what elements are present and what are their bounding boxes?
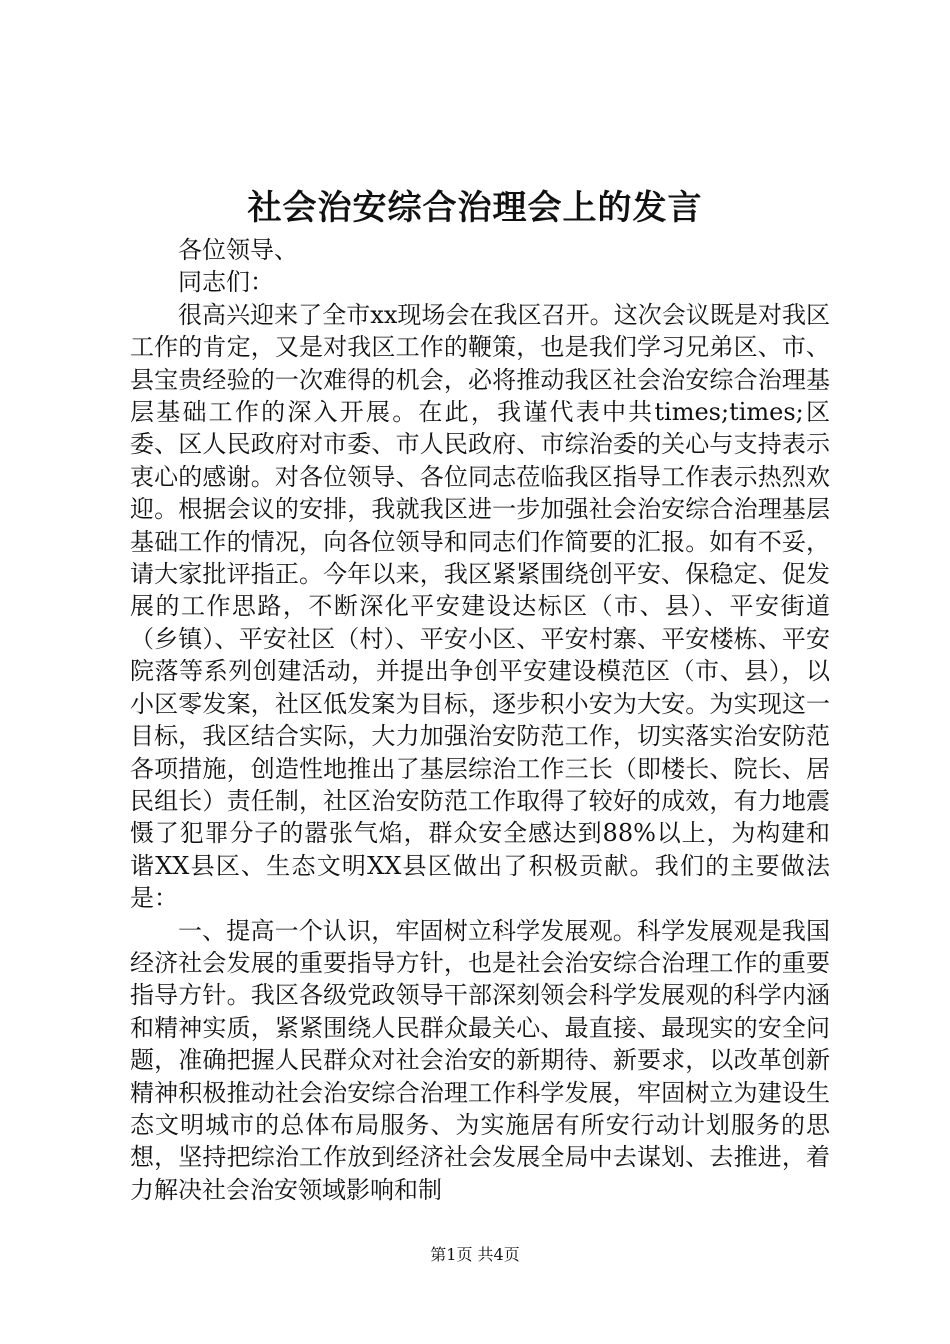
document-title: 社会治安综合治理会上的发言 <box>247 188 703 228</box>
salutation-leaders: 各位领导、 <box>178 236 298 264</box>
document-body <box>130 234 830 1206</box>
salutation-comrades: 同志们： <box>178 268 274 297</box>
paragraph-intro: 很高兴迎来了全市xx现场会在我区召开。这次会议既是对我区工作的肯定，又是对我区工作的鞭策，也是我们学习兄弟区、市、县宝贵经验的一次难得的机会，必将推动我区社会治安综合治理基层基础工作的深入开展。在此，我谨代表中共times;times;区委、区人民政府对市委、市人民政府、市综治委的关心与支持表示衷心的感谢。对各位领导、各位同志莅临我区指导工作表示热烈欢迎。根据会议的安排，我就我区进一步加强社会治安综合治理基层基础工作的情况，向各位领导和同志们作简要的汇报。如有不妥，请大家批评指正。今年以来，我区紧紧围绕创平安、保稳定、促发展的工作思路，不断深化平安建设达标区（市、县）、平安街道（乡镇）、平安社区（村）、平安小区、平安村寨、平安楼栋、平安院落等系列创建活动，并提出争创平安建设模范区（市、县），以小区零发案，社区低发案为目标，逐步积小安为大安。为实现这一目标，我区结合实际，大力加强治安防范工作，切实落实治安防范各项措施，创造性地推出了基层综治工作三长（即楼长、院长、居民组长）责任制，社区治安防范工作取得了较好的成效，有力地震慑了犯罪分子的嚣张气焰，群众安全感达到88%以上，为构建和谐XX县区、生态文明XX县区做出了积极贡献。我们的主要做法是： <box>130 300 830 913</box>
page-number: 第1页 共4页 <box>430 1245 520 1264</box>
paragraph-section-one: 一、提高一个认识，牢固树立科学发展观。科学发展观是我国经济社会发展的重要指导方针，也是社会治安综合治理工作的重要指导方针。我区各级党政领导干部深刻领会科学发展观的科学内涵和精神实质，紧紧围绕人民群众最关心、最直接、最现实的安全问题，准确把握人民群众对社会治安的新期待、新要求，以改革创新精神积极推动社会治安综合治理工作科学发展，牢固树立为建设生态文明城市的总体布局服务、为实施居有所安行动计划服务的思想，坚持把综治工作放到经济社会发展全局中去谋划、去推进，着力解决社会治安领域影响和制 <box>130 916 830 1204</box>
